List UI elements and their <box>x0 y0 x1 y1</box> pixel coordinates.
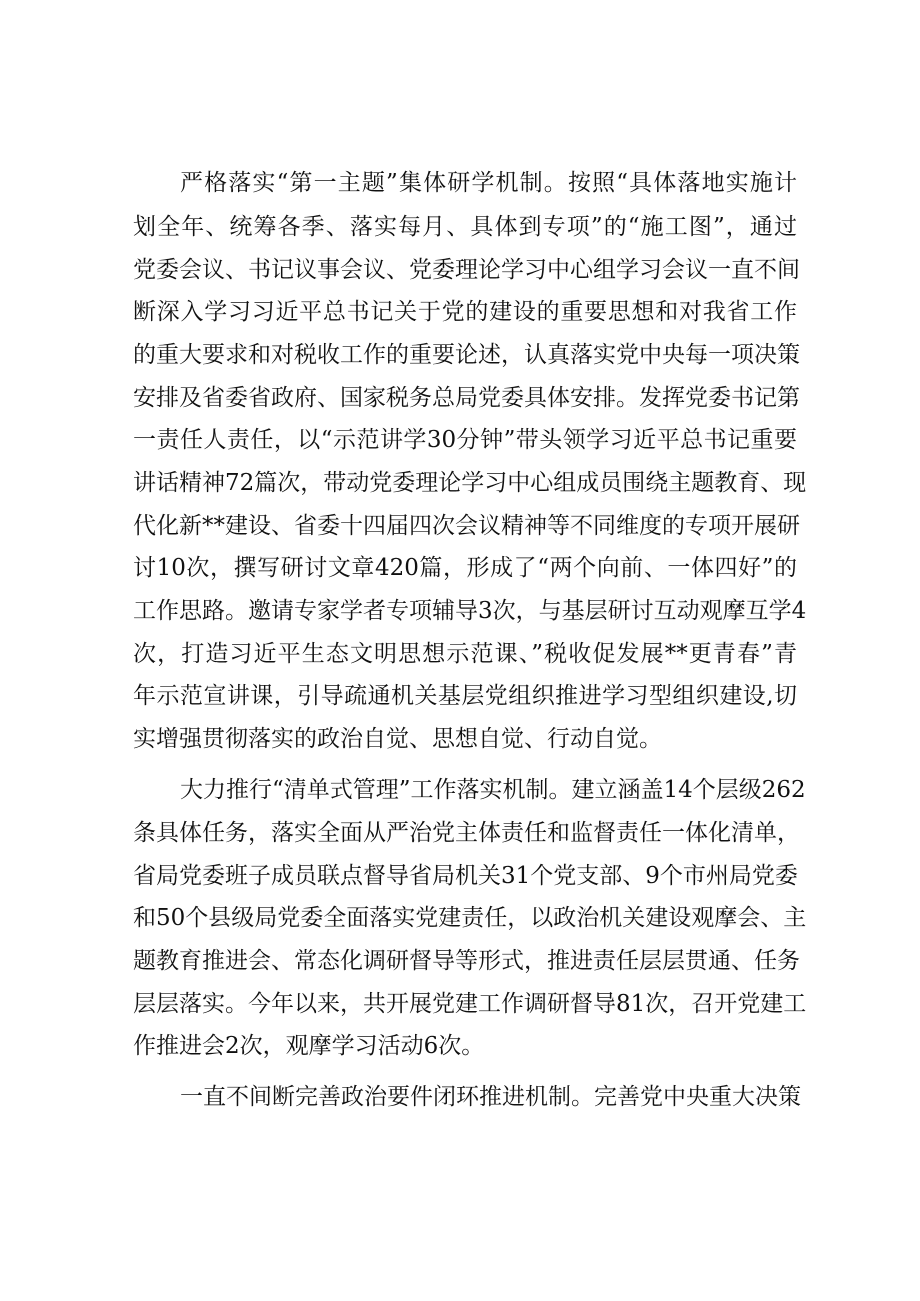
paragraph-2-line-6: 层层落实。今年以来，共开展党建工作调研督导81次，召开党建工 <box>133 991 807 1017</box>
paragraph-1-line-1: 严格落实“第一主题”集体研学机制。按照“具体落地实施计 <box>180 170 797 196</box>
paragraph-1-line-10: 讨10次，撰写研讨文章420篇，形成了“两个向前、一体四好”的 <box>133 555 797 581</box>
paragraph-1-line-5: 的重大要求和对税收工作的重要论述，认真落实党中央每一项决策 <box>133 342 800 368</box>
paragraph-2-line-3: 省局党委班子成员联点督导省局机关31个党支部、9个市州局党委 <box>133 863 798 889</box>
paragraph-1-line-9: 代化新**建设、省委十四届四次会议精神等不同维度的专项开展研 <box>133 513 800 539</box>
paragraph-3-line-1: 一直不间断完善政治要件闭环推进机制。完善党中央重大决策 <box>180 1084 801 1110</box>
paragraph-1-line-11: 工作思路。邀请专家学者专项辅导3次，与基层研讨互动观摩互学4 <box>133 598 807 624</box>
paragraph-1-line-7: 一责任人责任，以“示范讲学30分钟”带头领学习近平总书记重要 <box>133 427 797 453</box>
paragraph-1-line-12: 次，打造习近平生态文明思想示范课、”税收促发展**更青春”青 <box>133 641 797 667</box>
paragraph-1-line-13: 年示范宣讲课，引导疏通机关基层党组织推进学习型组织建设,切 <box>133 683 797 709</box>
paragraph-1-line-14: 实增强贯彻落实的政治自觉、思想自觉、行动自觉。 <box>133 726 662 752</box>
paragraph-1-line-8: 讲话精神72篇次，带动党委理论学习中心组成员围绕主题教育、现 <box>133 470 807 496</box>
paragraph-2-line-7: 作推进会2次，观摩学习活动6次。 <box>133 1033 485 1059</box>
paragraph-2-line-4: 和50个县级局党委全面落实党建责任，以政治机关建设观摩会、主 <box>133 905 807 931</box>
paragraph-1-line-4: 断深入学习习近平总书记关于党的建设的重要思想和对我省工作 <box>133 299 797 325</box>
paragraph-2-line-1: 大力推行“清单式管理”工作落实机制。建立涵盖14个层级262 <box>180 777 806 803</box>
paragraph-2-line-5: 题教育推进会、常态化调研督导等形式，推进责任层层贯通、任务 <box>133 948 800 974</box>
paragraph-1-line-6: 安排及省委省政府、国家税务总局党委具体安排。发挥党委书记第 <box>133 385 800 411</box>
paragraph-1-line-3: 党委会议、书记议事会议、党委理论学习中心组学习会议一直不间 <box>133 257 800 283</box>
paragraph-1-line-2: 划全年、统筹各季、落实每月、具体到专项”的“施工图”，通过 <box>133 214 797 240</box>
paragraph-2-line-2: 条具体任务，落实全面从严治党主体责任和监督责任一体化清单， <box>133 820 800 846</box>
